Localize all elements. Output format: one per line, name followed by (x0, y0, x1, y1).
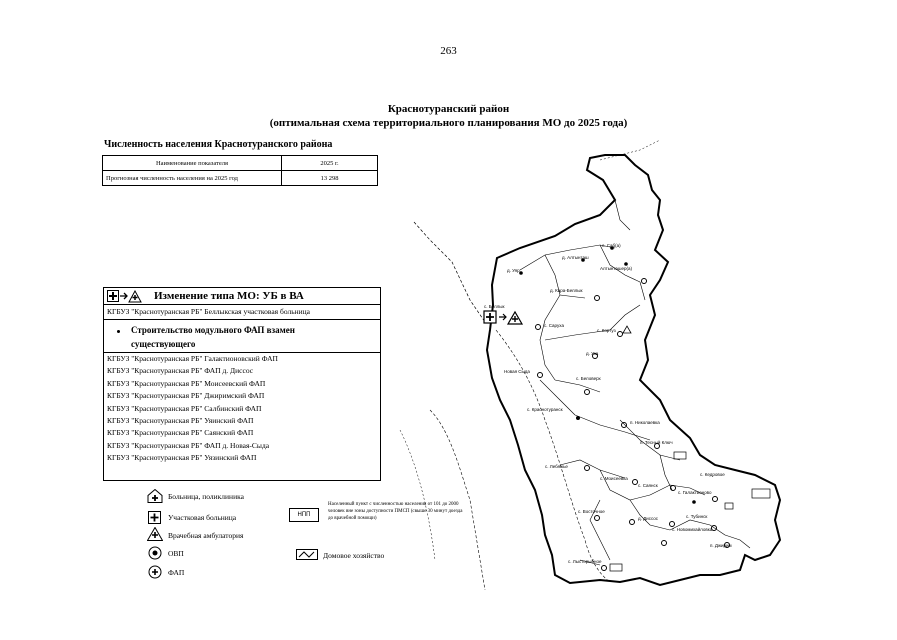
map-label: с. Тубинск (686, 514, 708, 519)
boundary-line-north (600, 140, 660, 160)
list-item: КГБУЗ "Краснотуранская РБ" Моисеевский ФАП (107, 378, 266, 388)
river-yenisei (496, 330, 610, 582)
map-label: д. Уза (586, 351, 599, 356)
change-type-heading: Изменение типа МО: УБ в ВА (154, 290, 304, 302)
legend-settlement-label: Населенный пункт с численностью населения от 101 до 2000 человек вне зоны доступности ПМСП (свыше 30 минут доезда до врачебной помощи) (328, 502, 463, 521)
map-label: с. Саб(а) (602, 243, 621, 248)
fap-marker (536, 325, 541, 330)
map-label: с. Восточное (578, 509, 605, 514)
fap-marker (595, 516, 600, 521)
map-labels (484, 243, 732, 564)
legend-ovp-label: ОВП (168, 549, 184, 558)
map-label: с. Галактионово (678, 490, 712, 495)
map-label: д. Алтынташ (562, 255, 589, 260)
ambulatory-marker (623, 326, 631, 333)
map-label: д. Кара-Беллык (550, 288, 583, 293)
legend-district-hospital-label: Участковая больница (168, 513, 237, 522)
river-line (414, 222, 485, 322)
map-label: с. Моисеевка (600, 476, 628, 481)
map-label: с. Краснотуранск (527, 407, 563, 412)
list-item: КГБУЗ "Краснотуранская РБ" ФАП д. Диссос (107, 366, 254, 376)
settlement-dot (519, 271, 523, 275)
legend-household-label: Домовое хозяйство (323, 551, 385, 560)
fap-marker (618, 332, 623, 337)
map-label: с. Кедровое (700, 472, 725, 477)
list-item: КГБУЗ "Краснотуранская РБ" Саянский ФАП (107, 428, 254, 438)
fap-marker (633, 480, 638, 485)
map-title: Краснотуранский район (387, 103, 510, 115)
fap-marker (630, 520, 635, 525)
map-label: с. Лебяжье (545, 464, 568, 469)
fap-marker (622, 423, 627, 428)
map-label: п. Джирим (710, 543, 732, 548)
map-subtitle: (оптимальная схема территориального планирования МО до 2025 года) (269, 117, 628, 129)
list-item: КГБУЗ "Краснотуранская РБ" Уяинский ФАП (107, 416, 254, 426)
table-header-indicator: Наименование показателя (103, 156, 282, 171)
map-label: с. Саянск (638, 483, 658, 488)
boundary-line-west (400, 430, 435, 560)
map-settlement-boxes (610, 452, 770, 571)
population-heading: Численность населения Краснотуранского района (104, 139, 333, 150)
list-item: КГБУЗ "Краснотуранская РБ" Салбинский ФАП (107, 403, 262, 413)
table-cell-value: 13 298 (282, 171, 378, 186)
river-line-south (430, 410, 485, 590)
fap-marker (585, 390, 590, 395)
map-label: Алтынташер(а) (600, 266, 633, 271)
settlement-dot (576, 416, 580, 420)
map-label: с. Беллык (484, 304, 505, 309)
ovp-marker (642, 279, 647, 284)
hospital-row: КГБУЗ "Краснотуранская РБ" Беллыкская участковая больница (104, 305, 380, 320)
map-label: с. Лысторыбное (568, 559, 602, 564)
settlement-dot (692, 500, 696, 504)
map-label: с. Саруха (544, 323, 564, 328)
fap-marker (602, 566, 607, 571)
list-item: КГБУЗ "Краснотуранская РБ" Уязинский ФАП (107, 453, 257, 463)
fap-marker (538, 373, 543, 378)
map-label: п. Николаевка (630, 420, 660, 425)
legend-fap-label: ФАП (168, 568, 185, 577)
bellyk-change-marker (484, 311, 522, 324)
map-label: п. Тесный Ключ (640, 440, 673, 445)
road-network (520, 200, 750, 565)
map-label: д. Уяр (507, 268, 520, 273)
fap-marker (670, 522, 675, 527)
fap-marker (713, 497, 718, 502)
list-item: КГБУЗ "Краснотуранская РБ" Галактионовский ФАП (107, 354, 278, 363)
list-item: КГБУЗ "Краснотуранская РБ" ФАП д. Новая-Сыда (107, 440, 270, 450)
map-label: с. Новомихайловка (672, 527, 713, 532)
table-header-year: 2025 г. (282, 156, 378, 171)
fap-marker (662, 541, 667, 546)
map-label: с. Кортуз (597, 328, 616, 333)
fap-marker (595, 296, 600, 301)
settlement-marker-icon: НПП (289, 508, 319, 522)
map-label: д. Диссос (638, 516, 658, 521)
map-label: с. Беловерх (576, 376, 601, 381)
fap-marker (585, 466, 590, 471)
page-number: 263 (440, 45, 457, 57)
map-label: Новая Сыда (504, 369, 530, 374)
list-item: КГБУЗ "Краснотуранская РБ" Джиримский ФАП (107, 391, 265, 401)
legend-hospital-label: Больница, поликлиника (168, 492, 244, 501)
table-cell-indicator: Прогнозная численность населения на 2025 год (103, 171, 282, 186)
legend-ambulatory-label: Врачебная амбулатория (168, 531, 244, 540)
fap-heading: Строительство модульного ФАП взамен существующего (131, 325, 295, 349)
